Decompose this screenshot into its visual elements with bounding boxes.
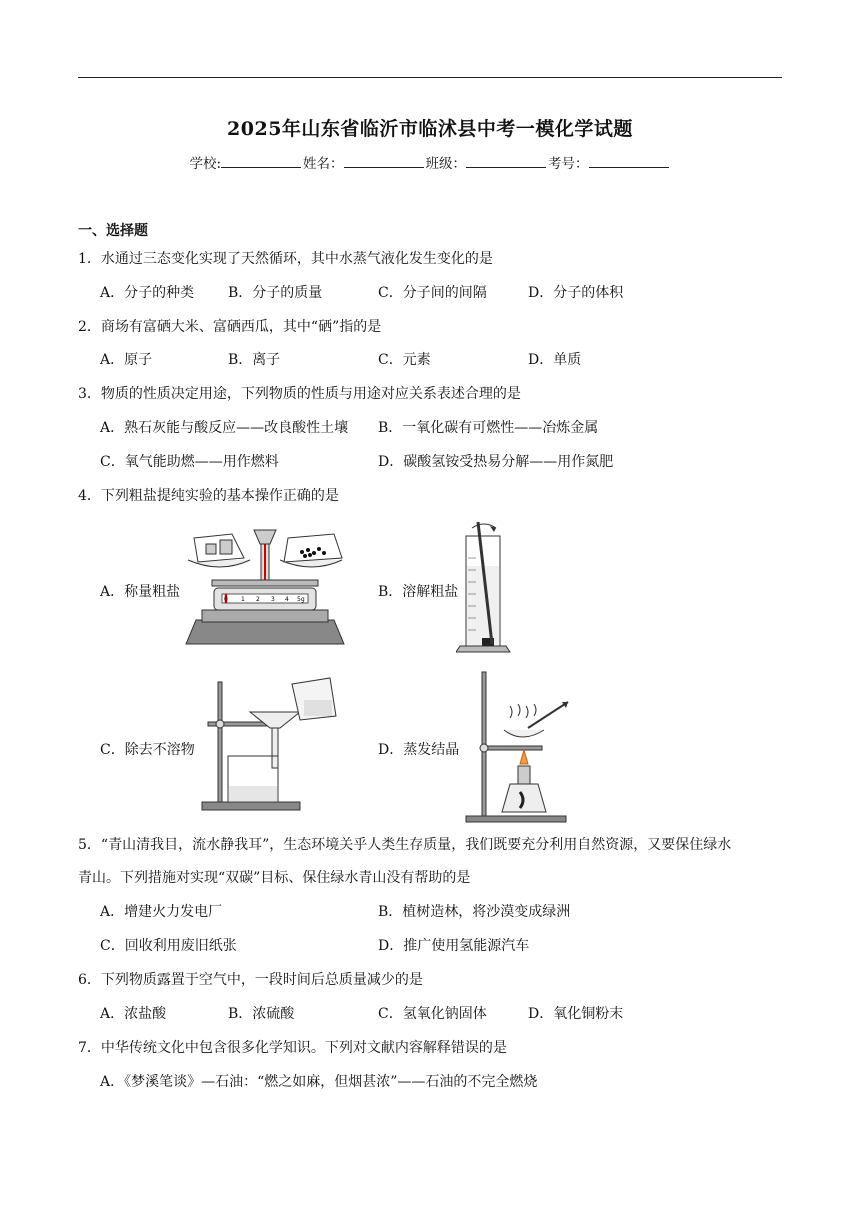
- scale-tick-3: 3: [271, 596, 275, 603]
- q7-stem: 7．中华传统文化中包含很多化学知识。下列对文献内容解释错误的是: [78, 1040, 507, 1056]
- q3-option-d[interactable]: D．碳酸氢铵受热易分解——用作氮肥: [378, 454, 614, 470]
- name-blank[interactable]: [344, 155, 424, 168]
- q1-option-a[interactable]: A．分子的种类: [100, 285, 195, 301]
- q5-stem-line2: 青山。下列措施对实现“双碳”目标、保住绿水青山没有帮助的是: [78, 870, 471, 886]
- q5-option-d[interactable]: D．推广使用氢能源汽车: [378, 938, 530, 954]
- class-label: 班级：: [425, 156, 467, 172]
- filtration-figure: [200, 674, 340, 814]
- q6-option-a[interactable]: A．浓盐酸: [100, 1006, 167, 1022]
- q3-stem: 3．物质的性质决定用途，下列物质的性质与用途对应关系表述合理的是: [78, 386, 521, 402]
- q1-option-b[interactable]: B．分子的质量: [228, 285, 323, 301]
- q5-option-b[interactable]: B．植树造林，将沙漠变成绿洲: [378, 904, 571, 920]
- section-heading: 一、选择题: [78, 223, 148, 239]
- q1-option-c[interactable]: C．分子间的间隔: [378, 285, 487, 301]
- student-info-line: [0, 152, 860, 172]
- q4-option-d[interactable]: D．蒸发结晶: [378, 742, 460, 758]
- q4-stem: 4．下列粗盐提纯实验的基本操作正确的是: [78, 488, 339, 504]
- q3-option-b[interactable]: B．一氧化碳有可燃性——冶炼金属: [378, 420, 599, 436]
- exam-title: 2025年山东省临沂市临沭县中考一模化学试题: [227, 118, 633, 140]
- q1-option-d[interactable]: D．分子的体积: [528, 285, 624, 301]
- class-blank[interactable]: [466, 155, 546, 168]
- school-blank[interactable]: [221, 155, 301, 168]
- q3-option-a[interactable]: A．熟石灰能与酸反应——改良酸性土壤: [100, 420, 349, 436]
- q1-stem: 1．水通过三态变化实现了天然循环，其中水蒸气液化发生变化的是: [78, 251, 493, 267]
- school-label: 学校:: [189, 156, 222, 172]
- evaporation-figure: [464, 668, 584, 824]
- scale-tick-4: 4: [285, 596, 289, 603]
- q4-option-a[interactable]: A．称量粗盐: [100, 584, 181, 600]
- q6-option-d[interactable]: D．氧化铜粉末: [528, 1006, 624, 1022]
- q6-option-c[interactable]: C．氢氧化钠固体: [378, 1006, 487, 1022]
- q6-stem: 6．下列物质露置于空气中，一段时间后总质量减少的是: [78, 972, 423, 988]
- q2-option-a[interactable]: A．原子: [100, 352, 153, 368]
- q7-option-a[interactable]: A．《梦溪笔谈》—石油：“燃之如麻，但烟甚浓”——石油的不完全燃烧: [100, 1074, 538, 1090]
- q3-option-c[interactable]: C．氧气能助燃——用作燃料: [100, 454, 279, 470]
- q2-option-b[interactable]: B．离子: [228, 352, 281, 368]
- q2-option-d[interactable]: D．单质: [528, 352, 582, 368]
- q5-option-a[interactable]: A．增建火力发电厂: [100, 904, 223, 920]
- q4-option-b[interactable]: B．溶解粗盐: [378, 584, 459, 600]
- name-label: 姓名：: [303, 156, 344, 172]
- exam-no-blank[interactable]: [589, 155, 669, 168]
- balance-scale-figure: [184, 524, 346, 650]
- q6-option-b[interactable]: B．浓硫酸: [228, 1006, 295, 1022]
- scale-tick-0: 0: [224, 596, 228, 603]
- q5-option-c[interactable]: C．回收利用废旧纸张: [100, 938, 237, 954]
- graduated-cylinder-figure: [456, 518, 518, 658]
- q2-stem: 2．商场有富硒大米、富硒西瓜，其中“硒”指的是: [78, 319, 382, 335]
- header-rule: [78, 77, 782, 78]
- q4-option-c[interactable]: C．除去不溶物: [100, 742, 195, 758]
- q5-stem-line1: 5．“青山清我目，流水静我耳”，生态环境关乎人类生存质量，我们既要充分利用自然资源，又要保住绿水: [78, 837, 732, 853]
- exam-no-label: 考号：: [548, 156, 589, 172]
- scale-tick-5: 5g: [297, 596, 305, 603]
- scale-tick-1: 1: [241, 596, 245, 603]
- scale-tick-2: 2: [256, 596, 260, 603]
- q2-option-c[interactable]: C．元素: [378, 352, 431, 368]
